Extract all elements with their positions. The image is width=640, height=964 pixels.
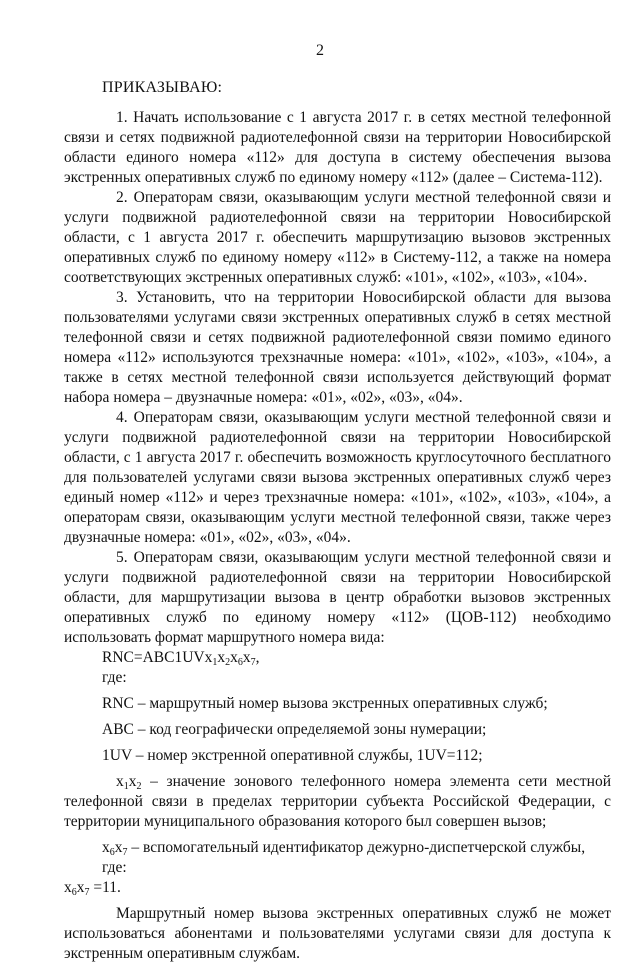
where-label: где: xyxy=(102,669,127,686)
formula-end: , xyxy=(255,649,260,666)
formula-sub-6: 6 xyxy=(237,657,243,668)
paragraph-5: 5. Операторам связи, оказывающим услуги местной телефонной связи и услуги подвижной радиотелефонной связи на территории Новосибирской области, для маршрутизации вызова в центр обработки вызовов экстренных оперативных служб по единому номеру «112» (ЦОВ-112) необходимо использовать формат маршрутного номера вида: xyxy=(64,549,611,646)
x7-sub: 7 xyxy=(122,847,128,858)
page-number: 2 xyxy=(316,42,324,59)
x1-var: x xyxy=(116,773,124,790)
definition-x6x7 xyxy=(64,838,611,878)
x1-sub: 1 xyxy=(123,781,129,792)
order-heading: ПРИКАЗЫВАЮ: xyxy=(102,79,223,96)
formula-x7: x xyxy=(242,649,251,666)
paragraph-1: 1. Начать использование с 1 августа 2017 г. в сетях местной телефонной связи и сетях подвижной радиотелефонной связи на территории Новосибирской области единого номера «112» для доступа в систему обеспечения вызова экстренных оперативных служб по единому номеру «112» (далее – Система-112). xyxy=(64,109,611,186)
x6x7-value-text: =11. xyxy=(89,879,121,896)
x7-sub-value: 7 xyxy=(84,887,90,898)
x6-sub: 6 xyxy=(109,847,115,858)
x6-sub-value: 6 xyxy=(71,887,77,898)
x1x2-text: – значение зонового телефонного номера элемента сети местной телефонной связи в пределах территории субъекта Российской Федерации, с территории муниципального образования которого был совершен вызов; xyxy=(64,773,611,830)
definition-x1x2 xyxy=(64,772,611,832)
formula-x6: x xyxy=(230,649,238,666)
document-body xyxy=(64,108,611,964)
x6x7-text: – вспомогательный идентификатор дежурно-диспетчерской службы, где: xyxy=(102,839,586,876)
x7-var-value: x xyxy=(76,879,85,896)
x6-var: x xyxy=(102,839,110,856)
x6-var-value: x xyxy=(64,879,72,896)
x7-var: x xyxy=(114,839,123,856)
paragraph-2: 2. Операторам связи, оказывающим услуги местной телефонной связи и услуги подвижной радиотелефонной связи на территории Новосибирской области, с 1 августа 2017 г. обеспечить маршрутизацию вызовов экстренных оперативных служб по единому номеру «112» в Систему-112, а также на номера соответствующих экстренных оперативных служб: «101», «102», «103», «104». xyxy=(64,189,611,286)
x6x7-value xyxy=(64,878,611,898)
formula-sub-1: 1 xyxy=(212,657,218,668)
definition-1uv: 1UV – номер экстренной оперативной службы, 1UV=112; xyxy=(102,747,483,764)
definition-rnc: RNC – маршрутный номер вызова экстренных оперативных служб; xyxy=(102,695,548,712)
x2-sub: 2 xyxy=(136,781,142,792)
paragraph-4: 4. Операторам связи, оказывающим услуги местной телефонной связи и услуги подвижной радиотелефонной связи на территории Новосибирской области, с 1 августа 2017 г. обеспечить возможность круглосуточного бесплатного для пользователей услугами связи вызова экстренных оперативных служб через единый номер «112» и через трехзначные номера: «101», «102», «103», «104», а операторам связи, оказывающим услуги местной телефонной связи, также через двузначные номера: «01», «02», «03», «04». xyxy=(64,409,611,546)
final-paragraph: Маршрутный номер вызова экстренных оперативных служб не может использоваться абонентами и пользователями услугами связи для доступа к экстренным оперативным службам. xyxy=(64,905,611,962)
paragraph-3: 3. Установить, что на территории Новосибирской области для вызова пользователями услугами связи экстренных оперативных служб в сетях местной телефонной связи и сетях подвижной радиотелефонной связи помимо единого номера «112» используются трехзначные номера: «101», «102», «103», «104», а также в сетях местной телефонной связи используется действующий формат набора номера – двузначные номера: «01», «02», «03», «04». xyxy=(64,289,611,406)
formula-sub-7: 7 xyxy=(250,657,256,668)
formula-prefix: RNC=ABC1UVx xyxy=(102,649,213,666)
formula-x2: x xyxy=(217,649,226,666)
definition-abc: ABC – код географически определяемой зоны нумерации; xyxy=(102,721,487,738)
formula-sub-2: 2 xyxy=(225,657,231,668)
routing-number-formula xyxy=(64,648,611,668)
x2-var: x xyxy=(128,773,137,790)
